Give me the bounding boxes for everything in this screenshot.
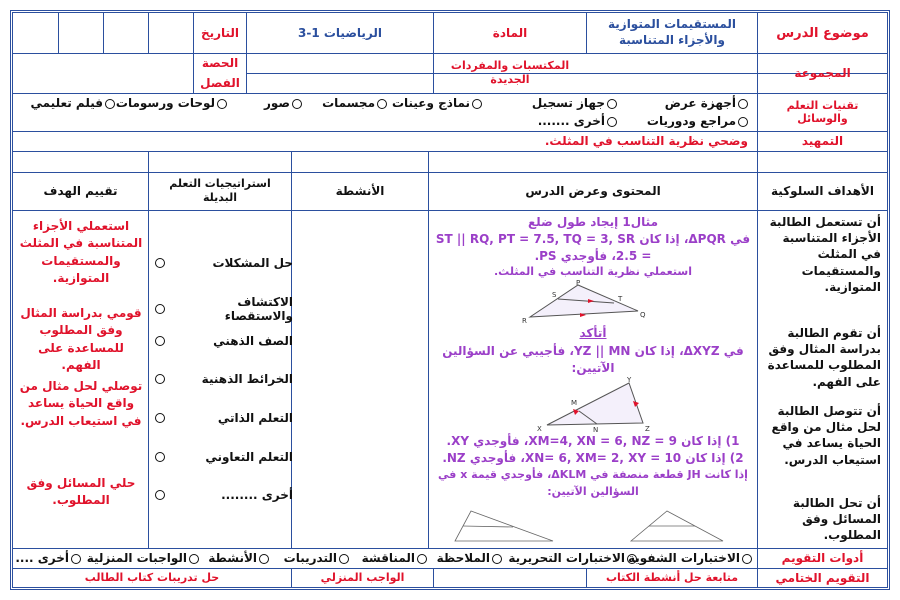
triangle-xyz-diagram [533, 375, 663, 433]
date-box-2[interactable] [104, 13, 148, 53]
question-1: 1) إذا كان XM=4, XN = 6, NZ = 9، فأوجدي XY. [446, 434, 740, 448]
example-line-2: = 2.5، فأوجدي PS. [534, 249, 652, 263]
radio-icon [339, 554, 349, 564]
vertex-label: Z [645, 425, 650, 433]
radio-icon [217, 99, 227, 109]
strategy-self-learning[interactable]: التعلم الذاتي [155, 411, 293, 425]
group-label: المجموعة [794, 66, 851, 80]
evaluation-label: أدوات التقويم [781, 551, 864, 565]
strategy-discovery[interactable]: الاكتشاف والاستقصاء [155, 295, 293, 323]
example-line-3: استعملي نظرية التناسب في المثلث. [494, 265, 692, 278]
vertex-label: X [537, 425, 542, 433]
radio-icon [155, 490, 165, 500]
followup-empty [434, 568, 586, 587]
followup-text: متابعة حل أنشطة الكتاب [605, 571, 739, 584]
eval-option-exercises[interactable]: التدريبات [284, 551, 349, 565]
strategy-problem-solving[interactable]: حل المشكلات [155, 256, 293, 270]
vertex-label: R [522, 317, 527, 325]
date-box-3[interactable] [59, 13, 103, 53]
col-assessment: تقييم الهدف [43, 184, 118, 198]
vertex-label: P [576, 279, 581, 287]
radio-icon [492, 554, 502, 564]
col-strategies: استراتيجيات التعلم البديلة [169, 176, 271, 204]
vocab-label: المكتسبات والمفردات الجديدة [450, 58, 570, 86]
tool-option-boards[interactable]: لوحات ورسومات [116, 96, 227, 110]
intro-text: وضحي نظرية التناسب في المثلث. [544, 134, 748, 148]
objective-1: أن تستعمل الطالبة الأجزاء المتناسبة في المثلث والمستقيمات المتوازية. [769, 215, 881, 294]
radio-icon [155, 452, 165, 462]
tool-option-recorder[interactable]: جهاز تسجيل [532, 96, 617, 110]
col-objectives: الأهداف السلوكية [771, 184, 874, 198]
eval-option-oral[interactable]: الاختبارات الشفوية [628, 551, 752, 565]
eval-option-observation[interactable]: الملاحظة [437, 551, 502, 565]
vertex-label: S [552, 291, 557, 299]
radio-icon [155, 374, 165, 384]
triangle-pqr-diagram [518, 279, 658, 325]
material-value: الرياضيات 1-3 [297, 26, 383, 40]
subject-value: المستقيمات المتوازية والأجزاء المتناسبة [608, 17, 736, 47]
assessment-1: استعملي الأجزاء المتناسبة في المثلث والمستقيمات المتوازية. [19, 219, 143, 286]
radio-icon [738, 117, 748, 127]
assessment-3: توصلي لحل مثال من واقع الحياة يساعد في استيعاب الدرس. [19, 379, 143, 428]
radio-icon [292, 99, 302, 109]
radio-icon [472, 99, 482, 109]
eval-option-other[interactable]: أخرى .... [15, 551, 81, 565]
radio-icon [259, 554, 269, 564]
strategy-brainstorm[interactable]: الصف الذهني [155, 334, 293, 348]
eval-option-written[interactable]: الاختبارات التحريرية [508, 551, 637, 565]
homework-value: حل تدريبات كتاب الطالب [84, 571, 220, 584]
objective-2: أن تقوم الطالبة بدراسة المثال وفق المطلوب للمساعدة على الفهم. [767, 326, 881, 389]
tool-option-references[interactable]: مراجع ودوريات [647, 114, 748, 128]
check-title: أتأكد [579, 326, 607, 340]
check-line-2: الآتيين: [571, 361, 615, 375]
objective-4: أن تحل الطالبة المسائل وفق المطلوب. [792, 496, 881, 543]
radio-icon [417, 554, 427, 564]
date-box-1[interactable] [149, 13, 193, 53]
radio-icon [155, 413, 165, 423]
strategy-mind-maps[interactable]: الخرائط الذهنية [155, 372, 293, 386]
question-2: 2) إذا كان XN= 6, XM= 2, XY = 10، فأوجدي NZ. [442, 451, 744, 465]
question-4: السؤالين الآتيين: [547, 485, 639, 498]
eval-option-discussion[interactable]: المناقشة [362, 551, 427, 565]
homework-label: الواجب المنزلي [320, 571, 405, 584]
intro-label: التمهيد [801, 134, 844, 148]
col-activities: الأنشطة [335, 184, 385, 198]
radio-icon [742, 554, 752, 564]
date-box-4[interactable] [13, 13, 58, 53]
radio-icon [105, 99, 115, 109]
objective-3: أن تتوصل الطالبة لحل مثال من واقع الحياة يساعد في استيعاب الدرس. [771, 404, 881, 467]
radio-icon [377, 99, 387, 109]
radio-icon [607, 117, 617, 127]
radio-icon [155, 304, 165, 314]
tool-option-solids[interactable]: مجسمات [322, 96, 387, 110]
vertex-label: M [571, 399, 578, 407]
radio-icon [738, 99, 748, 109]
radio-icon [627, 554, 637, 564]
tools-label: تقنيات التعلم والوسائل [786, 99, 859, 125]
eval-option-activities[interactable]: الأنشطة [208, 551, 269, 565]
tool-option-models[interactable]: نماذج وعينات [392, 96, 482, 110]
final-label: التقويم الختامي [775, 570, 870, 585]
vertex-label: Y [627, 376, 632, 384]
radio-icon [155, 258, 165, 268]
col-content: المحتوى وعرض الدرس [525, 184, 661, 198]
subject-label: موضوع الدرس [776, 25, 869, 41]
period-label: الحصة [201, 56, 239, 70]
radio-icon [71, 554, 81, 564]
example-line-1: في ΔPQR، إذا كان ST || RQ, PT = 7.5, TQ = 3, SR [435, 232, 751, 246]
example-title: مثال1 إيجاد طول ضلع [527, 215, 658, 229]
radio-icon [189, 554, 199, 564]
tool-option-images[interactable]: صور [264, 96, 302, 110]
tool-option-projectors[interactable]: أجهزة عرض [665, 96, 748, 110]
assessment-4: حلي المسائل وفق المطلوب. [26, 476, 136, 508]
lesson-plan-sheet [10, 10, 890, 590]
radio-icon [155, 336, 165, 346]
vertex-label: N [593, 426, 599, 433]
vertex-label: T [618, 295, 623, 303]
tool-option-film[interactable]: فيلم تعليمي [30, 96, 115, 110]
triangle-klm-diagram-2 [449, 507, 559, 545]
strategy-cooperative[interactable]: التعلم التعاوني [155, 450, 293, 464]
question-3: إذا كانت JH قطعة منصفة في ΔKLM، فأوجدي قيمة x في [438, 468, 748, 481]
strategy-other[interactable]: أخرى ........ [155, 488, 293, 502]
material-label: المادة [492, 26, 528, 40]
date-label: التاريخ [200, 26, 240, 40]
assessment-2: قومي بدراسة المثال وفق المطلوب للمساعدة على الفهم. [20, 306, 142, 373]
check-line-1: في ΔXYZ، إذا كان YZ || MN، فأجيبي عن السؤالين [442, 344, 744, 358]
class-label: الفصل [200, 76, 240, 90]
radio-icon [607, 99, 617, 109]
eval-option-homework[interactable]: الواجبات المنزلية [87, 551, 199, 565]
triangle-klm-diagram-1 [623, 507, 733, 545]
vertex-label: Q [640, 311, 646, 319]
tool-option-other[interactable]: أخرى ....... [538, 114, 617, 128]
